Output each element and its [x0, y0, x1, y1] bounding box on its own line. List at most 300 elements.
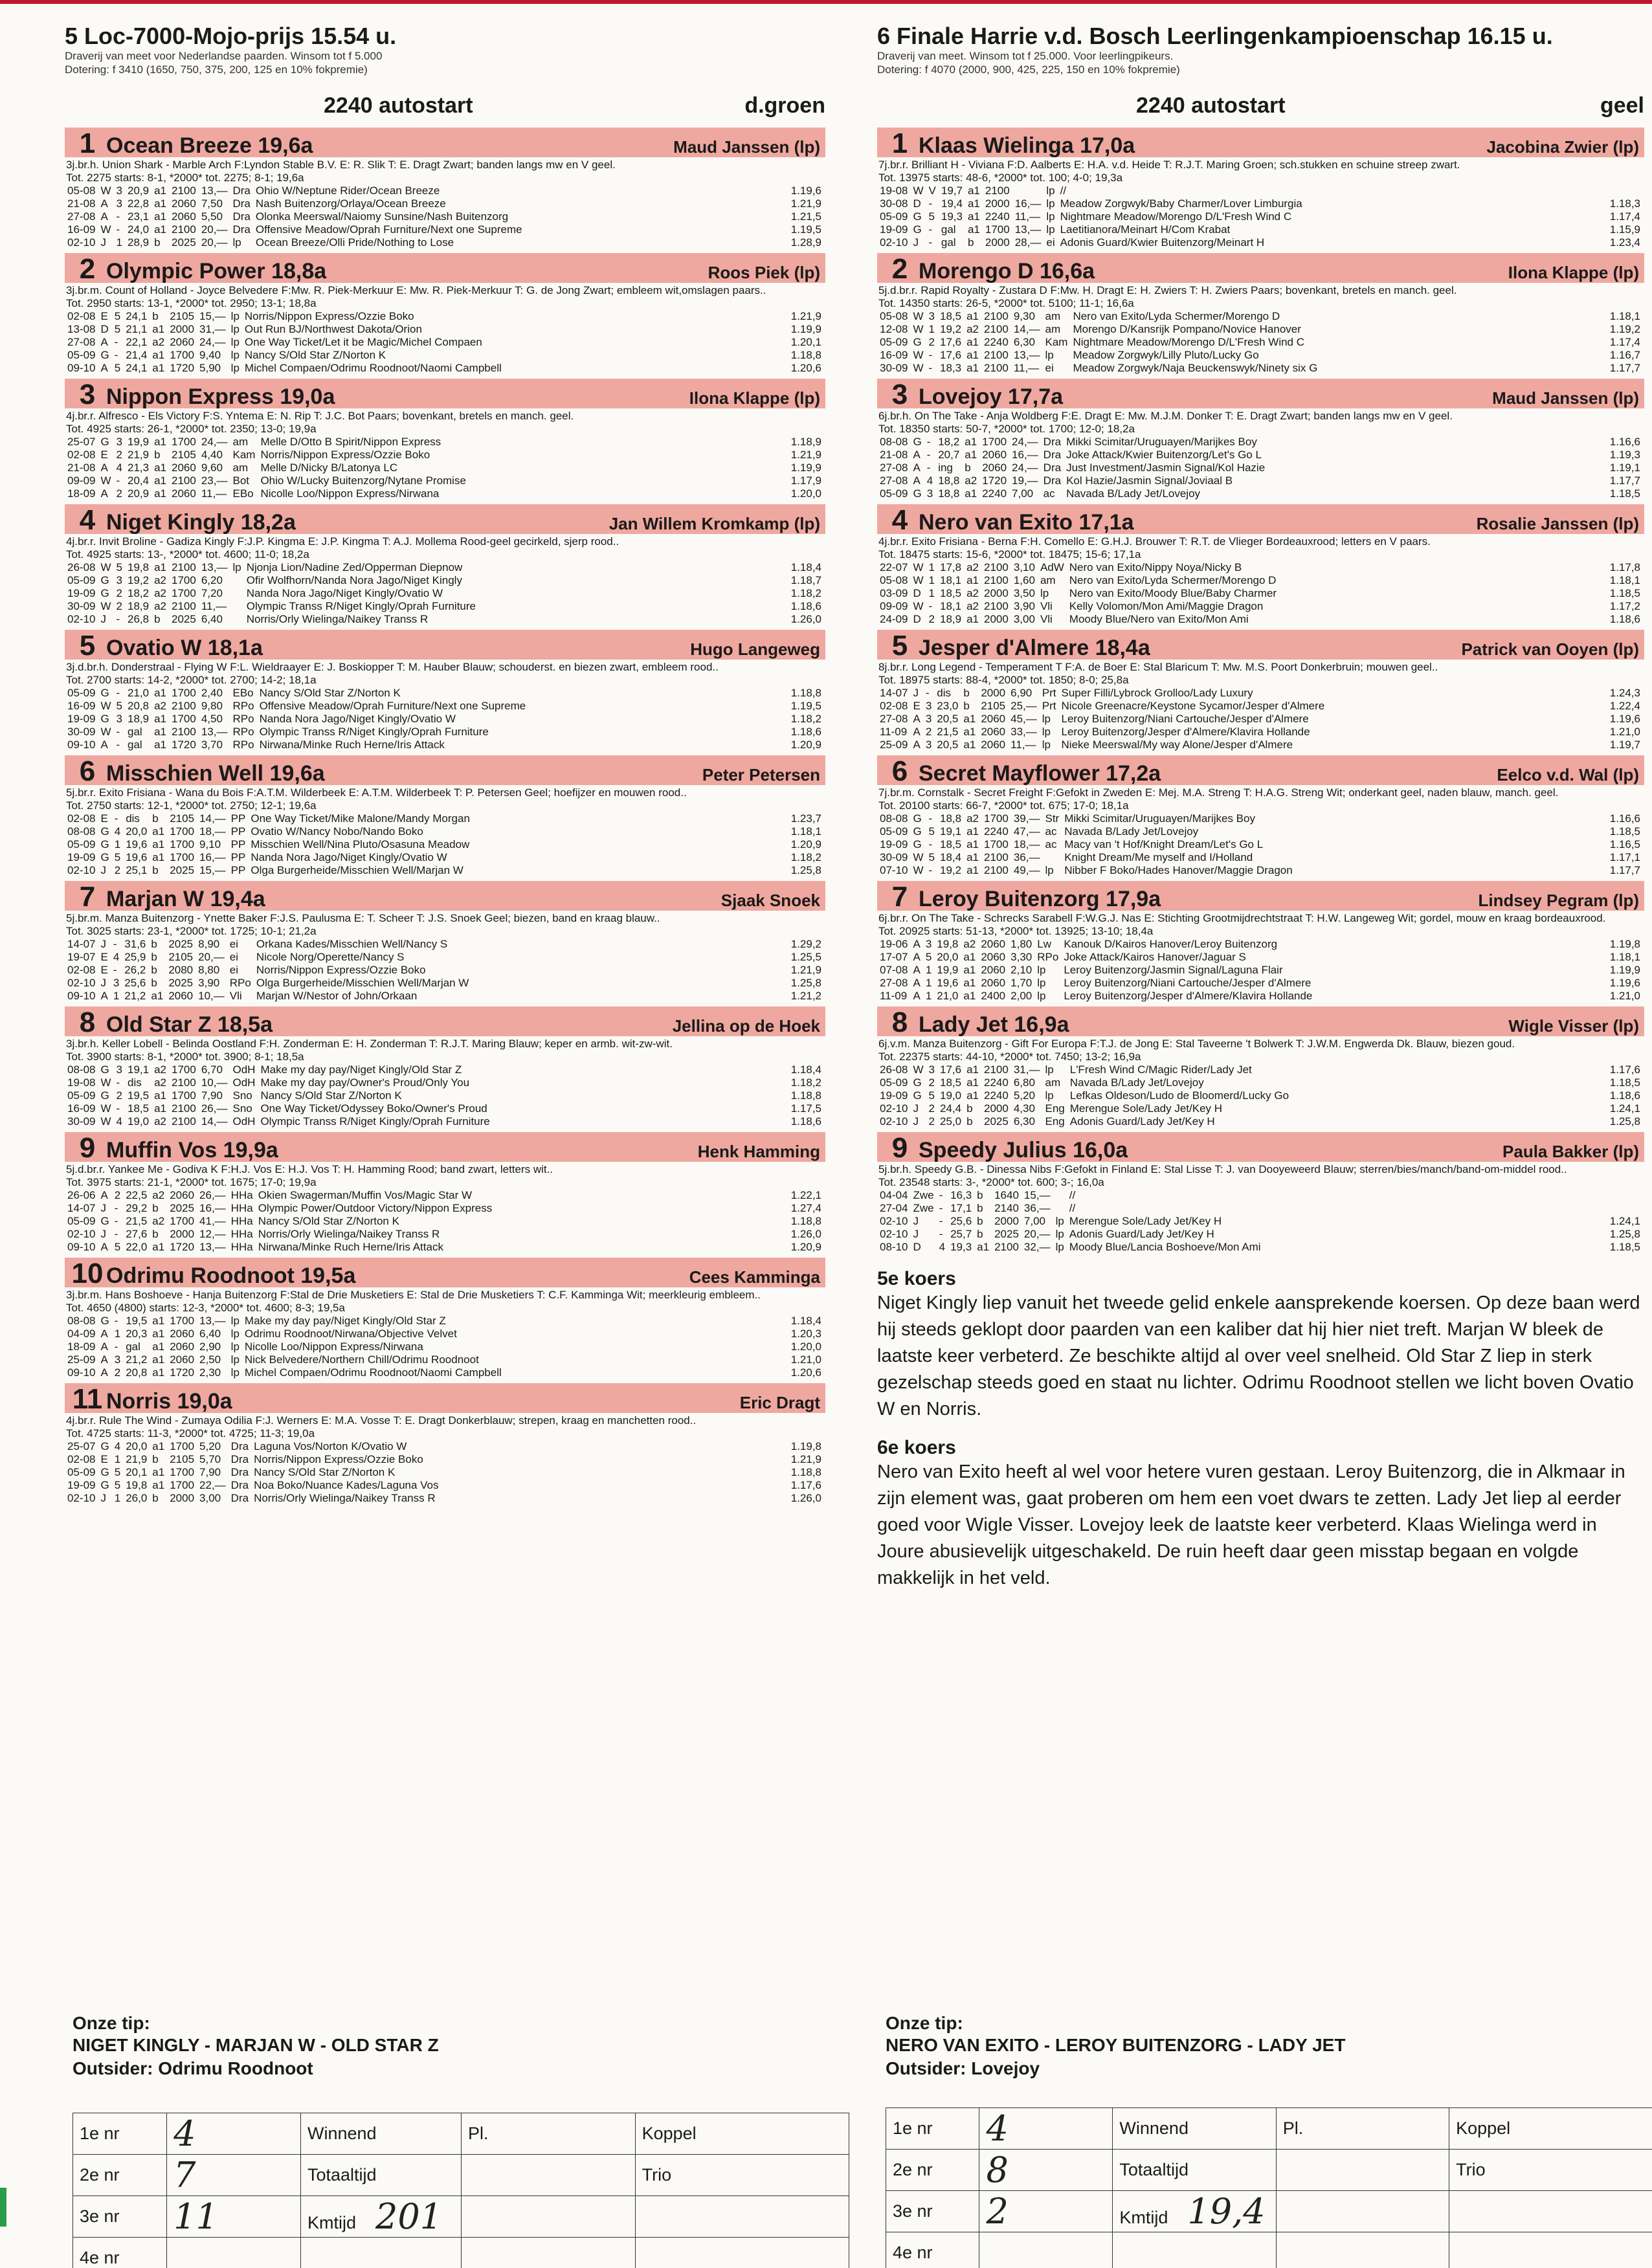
run-place: - [926, 449, 931, 461]
run-start: a1 [966, 349, 979, 361]
run-date: 05-09 [880, 210, 908, 223]
run-winner-time: 1.18,9 [790, 436, 821, 448]
run-top-three: Mikki Scimitar/Uruguayen/Marijkes Boy [1064, 812, 1255, 825]
run-odds [1012, 184, 1044, 197]
run-driver: Dra [230, 1440, 249, 1452]
run-distance: 1700 [982, 436, 1007, 448]
run-place: - [928, 349, 933, 361]
run-driver: Kam [1045, 336, 1068, 348]
run-distance: 2080 [168, 964, 194, 976]
run-winner-time [1607, 1189, 1644, 1202]
run-start: a1 [963, 977, 976, 989]
horse-entry [65, 253, 825, 375]
run-date: 05-09 [880, 336, 908, 348]
run-track: A [913, 938, 921, 950]
run-top-three: One Way Ticket/Let it be Magic/Michel Compaen [244, 336, 482, 348]
run-distance: 2100 [985, 184, 1010, 197]
run-driver: ac [1045, 838, 1057, 850]
run-place: - [928, 223, 933, 236]
run-time: 19,6 [126, 851, 148, 863]
run-place: 1 [928, 561, 935, 573]
run-track: A [913, 461, 921, 474]
start-number: 5 [79, 630, 96, 662]
run-driver: RPo [232, 700, 254, 712]
run-driver: Vli [229, 990, 242, 1002]
run-place: 4 [114, 1440, 121, 1452]
career-totals: Tot. 22375 starts: 44-10, *2000* tot. 7450; 13-2; 16,9a [878, 1051, 1141, 1063]
run-odds: 24,— [199, 336, 226, 348]
horse-entry [877, 379, 1644, 500]
race-6-column [877, 19, 1644, 1592]
run-top-three: Olga Burgerheide/Misschien Well/Marjan W [251, 864, 463, 876]
form-cell[interactable] [462, 2238, 636, 2268]
past-performance-table [877, 436, 1644, 500]
performance-row [65, 1366, 825, 1379]
run-distance: 2100 [172, 474, 196, 487]
run-time: 21,9 [128, 449, 150, 461]
form-row-label: 2e nr [73, 2155, 167, 2196]
run-driver: lp [1042, 713, 1051, 725]
run-time: 18,5 [128, 1102, 150, 1115]
run-date: 08-08 [880, 812, 908, 825]
start-number: 5 [891, 630, 908, 662]
run-winner-time: 1.17,6 [790, 1479, 821, 1491]
run-winner-time: 1.17,1 [1609, 851, 1640, 863]
run-date: 07-10 [880, 864, 908, 876]
handwritten-kmtijd[interactable]: 19,4 [1187, 2191, 1266, 2232]
run-top-three: Ofir Wolfhorn/Nanda Nora Jago/Niget Kingly [246, 574, 462, 586]
run-odds: 3,70 [201, 739, 223, 751]
run-time: 19,5 [126, 1315, 148, 1327]
run-odds: 16,— [199, 1202, 226, 1214]
run-date: 02-08 [67, 449, 96, 461]
run-winner-time: 1.18,6 [1609, 1089, 1640, 1102]
run-time: 21,0 [128, 687, 150, 699]
run-winner-time: 1.19,9 [1609, 964, 1640, 976]
run-date: 05-09 [67, 687, 96, 699]
run-winner-time: 1.20,9 [790, 838, 821, 850]
run-start: a1 [154, 474, 167, 487]
run-odds: 18,— [1013, 838, 1040, 850]
handwritten-number[interactable]: 11 [167, 2196, 301, 2238]
run-time: 18,3 [940, 362, 962, 374]
run-winner-time: 1.21,9 [790, 310, 821, 322]
run-date: 02-10 [67, 1228, 96, 1240]
run-date: 02-10 [67, 1492, 96, 1504]
run-start: b [152, 1453, 159, 1465]
run-date: 30-09 [67, 600, 96, 612]
horse-name: Marjan W 19,4a [106, 887, 265, 911]
career-totals: Tot. 2275 starts: 8-1, *2000* tot. 2275; 8-1; 19,6a [66, 172, 304, 184]
run-date: 27-08 [880, 461, 908, 474]
run-winner-time [1607, 1202, 1644, 1215]
run-time: 21,1 [126, 323, 148, 335]
run-start: a2 [152, 1189, 165, 1201]
past-performance-table [65, 1063, 825, 1128]
run-date: 09-10 [67, 990, 96, 1002]
performance-row [877, 336, 1644, 349]
run-time: 26,2 [124, 964, 146, 976]
handwritten-number[interactable]: 2 [979, 2191, 1113, 2232]
form-cell[interactable]: Pl. [462, 2113, 636, 2155]
run-track: A [913, 449, 921, 461]
performance-row [65, 812, 825, 825]
run-distance: 2100 [984, 1063, 1009, 1076]
run-date: 05-08 [880, 574, 908, 586]
entry-header [877, 881, 1644, 911]
run-date: 19-08 [67, 1076, 96, 1089]
run-top-three: Kanouk D/Kairos Hanover/Leroy Buitenzorg [1064, 938, 1278, 950]
run-track: A [100, 487, 108, 500]
performance-row [65, 1328, 825, 1340]
form-cell[interactable] [1276, 2150, 1449, 2191]
run-place: 2 [925, 726, 932, 738]
performance-row [65, 700, 825, 713]
performance-row [877, 825, 1644, 838]
commentary [877, 1268, 1644, 1592]
past-performance-table [877, 1189, 1644, 1254]
run-time: 20,7 [938, 449, 960, 461]
run-top-three: Nero van Exito/Nippy Noya/Nicky B [1069, 561, 1242, 573]
run-driver: lp [1040, 587, 1049, 599]
run-place: 1 [925, 964, 932, 976]
run-distance: 2060 [981, 938, 1006, 950]
run-distance: 1720 [170, 1366, 195, 1379]
run-track: A [100, 336, 108, 348]
run-top-three: Michel Compaen/Odrimu Roodnoot/Naomi Campbell [244, 362, 502, 374]
run-odds: 13,— [201, 726, 228, 738]
handwritten-number[interactable] [167, 2238, 301, 2268]
run-odds: 3,90 [1013, 600, 1035, 612]
run-date: 25-09 [880, 739, 908, 751]
run-time: 19,6 [937, 977, 959, 989]
form-row [886, 2108, 1652, 2150]
run-odds: 10,— [201, 1076, 228, 1089]
run-driver [230, 574, 243, 587]
run-winner-time: 1.18,2 [790, 587, 821, 599]
run-driver: EBo [232, 687, 254, 699]
run-time: ing [938, 461, 953, 474]
run-odds: 9,40 [199, 349, 221, 361]
run-place: 2 [114, 1366, 121, 1379]
run-winner-time: 1.18,5 [1609, 1076, 1640, 1089]
run-top-three: Adonis Guard/Lady Jet/Key H [1069, 1228, 1214, 1240]
run-start: b [152, 1228, 159, 1240]
driver-name: Hugo Langeweg [690, 639, 820, 659]
run-winner-time: 1.19,8 [790, 1440, 821, 1452]
run-start: a1 [151, 990, 164, 1002]
form-cell[interactable] [1276, 2232, 1449, 2268]
run-track: E [100, 951, 108, 963]
run-time: 21,5 [937, 726, 959, 738]
run-winner-time: 1.18,6 [790, 1115, 821, 1128]
run-winner-time: 1.18,6 [790, 600, 821, 612]
run-distance: 2025 [168, 977, 194, 989]
run-distance: 1700 [984, 838, 1009, 850]
race-color: d.groen [744, 93, 825, 118]
performance-row [65, 951, 825, 964]
run-track: J [100, 1492, 106, 1504]
performance-row [877, 951, 1644, 964]
run-time: 18,9 [128, 600, 150, 612]
run-top-three: Navada B/Lady Jet/Lovejoy [1069, 1076, 1204, 1089]
performance-row [65, 739, 825, 751]
run-odds: 5,20 [1013, 1089, 1035, 1102]
run-time: 25,1 [126, 864, 148, 876]
run-start: a1 [965, 436, 977, 448]
run-track: G [100, 1089, 109, 1102]
run-odds: 11,— [1013, 362, 1040, 374]
run-top-three: Nirwana/Minke Ruch Herne/Iris Attack [259, 739, 445, 751]
run-winner-time: 1.16,7 [1609, 349, 1640, 361]
run-odds: 6,30 [1013, 336, 1035, 348]
run-top-three: Nero van Exito/Lyda Schermer/Morengo D [1069, 574, 1277, 586]
run-odds: 14,— [199, 812, 226, 825]
run-date: 02-10 [880, 1228, 908, 1240]
form-cell[interactable]: Pl. [1276, 2108, 1449, 2150]
form-row-label: 2e nr [886, 2150, 979, 2191]
run-winner-time: 1.20,9 [790, 1241, 821, 1253]
run-time: 18,9 [128, 713, 150, 725]
run-track: W [913, 349, 924, 361]
entry-header [877, 1132, 1644, 1162]
run-distance: 2060 [172, 197, 196, 210]
performance-row [877, 310, 1644, 323]
run-start: a1 [967, 223, 980, 236]
run-start: a1 [963, 964, 976, 976]
run-date: 02-10 [67, 613, 96, 625]
career-totals: Tot. 20925 starts: 51-13, *2000* tot. 13925; 13-10; 18,4a [878, 925, 1154, 937]
start-number: 2 [79, 253, 96, 285]
run-top-three: Kelly Volomon/Mon Ami/Maggie Dragon [1069, 600, 1264, 612]
run-winner-time: 1.24,3 [1609, 687, 1640, 699]
run-place: - [928, 838, 933, 850]
run-driver: lp [1055, 1241, 1064, 1253]
run-track: J [913, 1115, 919, 1128]
run-driver: am [232, 461, 249, 474]
run-winner-time: 1.25,8 [1609, 1115, 1640, 1128]
run-top-three: Super Filli/Lybrock Grolloo/Lady Luxury [1061, 687, 1253, 699]
comment-text: Nero van Exito heeft al wel voor hetere vuren gestaan. Leroy Buitenzorg, die in Alkmaar in zijn element was, gaat proberen om hem een voet dwars te zetten. Lady Jet liep al eerder goed voor Wigle Visser. Lovejoy leek de laatste keer verbeterd. Klaas Wielinga werd in Joure abusievelijk uitgeschakeld. De ruin heeft daar geen misstap begaan en volgde makkelijk in het veld. [877, 1462, 1625, 1588]
run-start: b [151, 977, 157, 989]
run-driver: ei [1045, 362, 1054, 374]
performance-row [877, 1115, 1644, 1128]
run-odds: 14,— [201, 1115, 228, 1128]
performance-row [65, 1241, 825, 1254]
performance-row [877, 812, 1644, 825]
run-winner-time: 1.19,5 [790, 700, 821, 712]
handwritten-kmtijd[interactable]: 201 [375, 2196, 443, 2237]
run-start: b [154, 449, 161, 461]
entry-header [877, 630, 1644, 660]
handwritten-number[interactable]: 8 [979, 2150, 1113, 2191]
run-top-three: Nicolle Loo/Nippon Express/Nirwana [260, 487, 440, 500]
run-track: J [100, 938, 106, 950]
run-track: Zwe [913, 1189, 934, 1201]
run-date: 02-10 [880, 1215, 908, 1227]
run-driver: lp [1037, 977, 1046, 989]
performance-row [877, 700, 1644, 713]
horse-name: Niget Kingly 18,2a [106, 510, 296, 535]
run-odds: 24,— [1012, 436, 1038, 448]
run-track: W [100, 474, 111, 487]
run-track: J [913, 687, 919, 699]
run-distance: 2000 [981, 687, 1006, 699]
career-totals: Tot. 20100 starts: 66-7, *2000* tot. 675; 17-0; 18,1a [878, 799, 1129, 812]
run-driver: lp [1046, 210, 1055, 223]
run-time: 29,2 [126, 1202, 148, 1214]
run-driver: Dra [1043, 461, 1062, 474]
form-cell[interactable] [462, 2196, 636, 2238]
race-prize-money: Dotering: f 4070 (2000, 900, 425, 225, 150 en 10% fokpremie) [877, 63, 1180, 76]
form-cell[interactable] [635, 2196, 849, 2238]
run-winner-time: 1.18,8 [790, 1215, 821, 1227]
run-top-three: // [1069, 1189, 1076, 1201]
run-time: 19,9 [937, 964, 959, 976]
run-date: 05-09 [880, 825, 908, 838]
run-top-three: Norris/Nippon Express/Ozzie Boko [254, 1453, 423, 1465]
run-distance: 2105 [172, 449, 196, 461]
form-cell[interactable] [1276, 2191, 1449, 2232]
form-cell[interactable]: Koppel [1449, 2108, 1652, 2150]
performance-row [877, 726, 1644, 739]
run-date: 30-09 [67, 1115, 96, 1128]
run-place: - [939, 1215, 943, 1227]
run-time: 19,2 [940, 323, 962, 335]
run-place: 5 [925, 951, 932, 963]
run-odds: 32,— [1023, 1241, 1051, 1253]
run-top-three: Navada B/Lady Jet/Lovejoy [1064, 825, 1199, 838]
run-place: 2 [928, 613, 935, 625]
performance-row [877, 461, 1644, 474]
start-number: 6 [79, 755, 96, 787]
career-totals: Tot. 14350 starts: 26-5, *2000* tot. 5100; 11-1; 16,6a [878, 297, 1134, 309]
run-time: 20,0 [126, 825, 148, 838]
run-odds: 26,— [201, 1102, 228, 1115]
form-cell[interactable] [462, 2155, 636, 2196]
run-top-three: One Way Ticket/Mike Malone/Mandy Morgan [251, 812, 470, 825]
run-top-three: Nicole Norg/Operette/Nancy S [256, 951, 405, 963]
run-distance: 2105 [170, 1453, 195, 1465]
career-totals: Tot. 4650 (4800) starts: 12-3, *2000* tot. 4600; 8-3; 19,5a [66, 1302, 345, 1314]
run-odds: 7,20 [201, 587, 223, 599]
run-winner-time: 1.20,3 [790, 1328, 821, 1340]
run-place: 3 [116, 1063, 122, 1076]
run-odds: 26,— [199, 1189, 226, 1201]
run-time: 26,8 [128, 613, 150, 625]
run-distance: 2100 [984, 864, 1009, 876]
run-driver: lp [1037, 964, 1046, 976]
run-driver: HHa [230, 1241, 253, 1253]
form-field-label-text: Kmtijd [307, 2213, 356, 2232]
run-odds: 20,— [201, 236, 228, 249]
run-distance: 2060 [172, 487, 196, 500]
run-track: Zwe [913, 1202, 934, 1214]
run-track: D [100, 323, 109, 335]
form-cell[interactable]: Trio [1449, 2150, 1652, 2191]
form-cell[interactable]: Trio [635, 2155, 849, 2196]
run-time: 22,5 [126, 1189, 148, 1201]
run-start: a1 [152, 349, 165, 361]
handwritten-number[interactable]: 7 [167, 2155, 301, 2196]
handwritten-number[interactable]: 4 [979, 2108, 1113, 2150]
handwritten-number[interactable] [979, 2232, 1113, 2268]
form-cell[interactable] [1449, 2232, 1652, 2268]
run-driver: lp [1055, 1228, 1064, 1240]
handwritten-number[interactable]: 4 [167, 2113, 301, 2155]
run-start: a1 [966, 838, 979, 850]
run-distance: 1700 [172, 436, 196, 448]
run-winner-time: 1.22,4 [1609, 700, 1640, 712]
performance-row [65, 1315, 825, 1328]
run-driver: lp [1042, 739, 1051, 751]
run-date: 14-07 [880, 687, 908, 699]
performance-row [65, 1340, 825, 1353]
run-start: b [977, 1202, 983, 1214]
run-distance: 2025 [168, 938, 194, 950]
run-driver: OdH [232, 1115, 256, 1128]
pedigree-info: 7j.br.r. Brilliant H - Viviana F:D. Aalberts E: H.A. v.d. Heide T: R.J.T. Maring Groen; sch.stukken en schuine streep zwart. [878, 159, 1460, 171]
run-date: 19-06 [880, 938, 908, 950]
run-time: 21,5 [126, 1215, 148, 1227]
run-start: a1 [966, 310, 979, 322]
entries-list [65, 128, 825, 1505]
entry-header [65, 379, 825, 408]
form-cell[interactable]: Koppel [635, 2113, 849, 2155]
run-top-three: Adonis Guard/Kwier Buitenzorg/Meinart H [1060, 236, 1265, 249]
horse-entry [65, 1132, 825, 1254]
form-cell[interactable] [635, 2238, 849, 2268]
performance-row [65, 461, 825, 474]
run-place: - [925, 687, 930, 699]
run-distance: 1700 [170, 1315, 195, 1327]
run-distance: 2100 [172, 1102, 196, 1115]
run-distance: 2025 [170, 864, 195, 876]
performance-row [65, 838, 825, 851]
run-track: W [913, 561, 924, 573]
performance-row [877, 561, 1644, 574]
performance-row [877, 349, 1644, 362]
form-field-label [300, 2196, 461, 2238]
run-driver [230, 600, 243, 613]
run-driver: lp [232, 236, 241, 249]
run-distance: 2025 [170, 1202, 195, 1214]
past-performance-table [877, 561, 1644, 626]
run-top-three: Nightmare Meadow/Morengo D/L'Fresh Wind C [1073, 336, 1305, 348]
run-driver: am [232, 436, 249, 448]
tip-block-right [886, 2013, 1630, 2080]
run-distance: 2060 [981, 739, 1006, 751]
run-place: - [928, 362, 933, 374]
run-odds: 33,— [1010, 726, 1037, 738]
run-top-three: Norris/Orly Wielinga/Naikey Transs R [258, 1228, 440, 1240]
run-time: dis [937, 687, 952, 699]
run-driver: Str [1045, 812, 1060, 825]
run-place: 5 [114, 310, 121, 322]
run-start: a2 [966, 587, 979, 599]
run-odds: 1,70 [1010, 977, 1032, 989]
form-cell[interactable] [1449, 2191, 1652, 2232]
run-track: G [100, 587, 109, 599]
run-date: 18-09 [67, 487, 96, 500]
run-start: a2 [963, 938, 976, 950]
pedigree-info: 5j.br.h. Speedy G.B. - Dinessa Nibs F:Gefokt in Finland E: Stal Lisse T: J. van Dooyeweerd Blauw; sterren/bies/manch/band-om-middel rood.. [878, 1163, 1567, 1175]
past-performance-table [877, 184, 1644, 249]
start-number: 6 [891, 755, 908, 787]
run-track: A [913, 739, 921, 751]
run-top-three: Nick Belvedere/Northern Chill/Odrimu Roodnoot [244, 1353, 479, 1366]
run-top-three: Norris/Nippon Express/Ozzie Boko [260, 449, 430, 461]
